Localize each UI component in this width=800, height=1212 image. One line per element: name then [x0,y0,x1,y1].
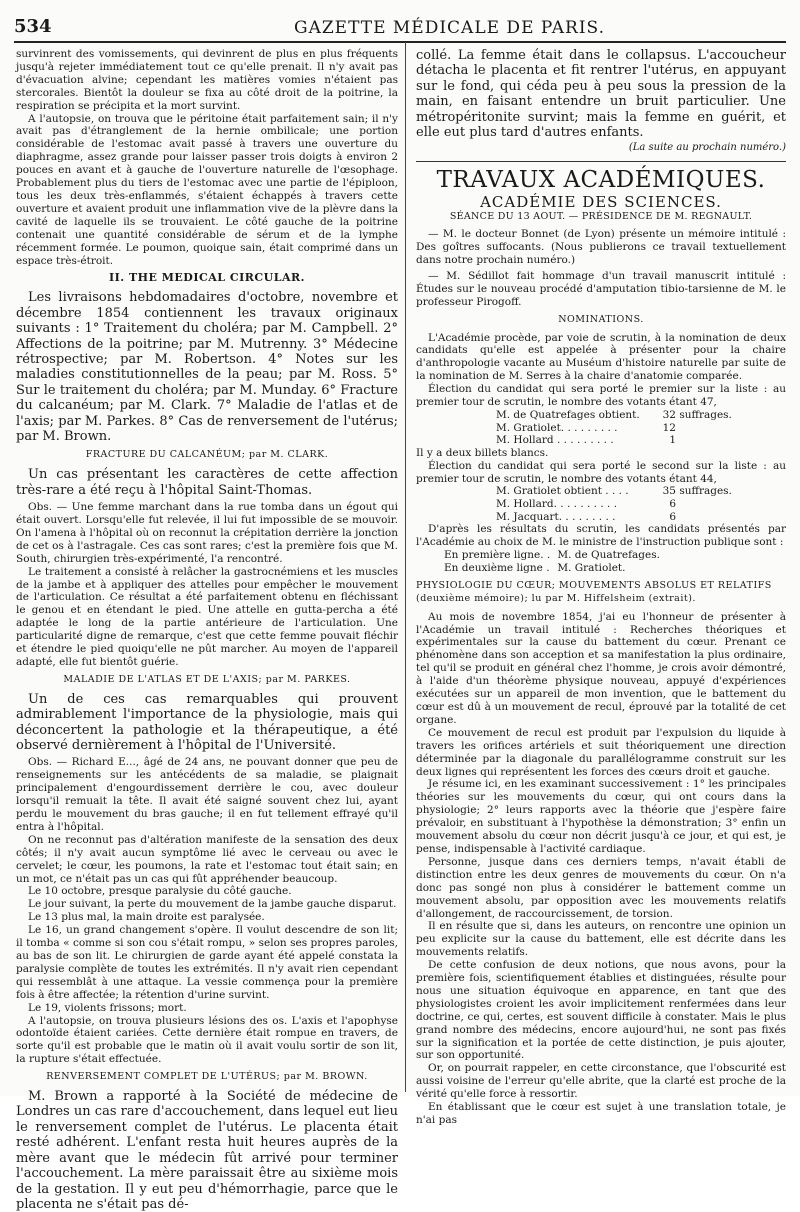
section-heading: II. THE MEDICAL CIRCULAR. [109,271,305,285]
page-header [14,16,786,42]
session-line: SÉANCE DU 13 AOUT. — PRÉSIDENCE DE M. REGNAULT. [449,211,753,223]
paragraph: Personne, jusque dans ces derniers temps, n'avait établi de distinction entre les deux genres de mouvements du cœur. On n'a donc pas songé non plus à considérer le battement comme un mouvement absolu, par opposition avec les mouvements relatifs d'allongement, de raccourcissement, de torsion. [416,855,786,920]
paragraph: Élection du candidat qui sera porté le second sur la liste : au premier tour de scrutin, le nombre des votants étant 44, [416,459,786,485]
paragraph: Au mois de novembre 1854, j'ai eu l'honneur de présenter à l'Académie un travail intitulé : Recherches théoriques et expérimentales sur la cause du battement du cœur. Prenant ce phénomène dans son acception et sa manifestation la plus ordinaire, tel qu'il se produit en général chez l'homme, je crois avoir démontré, à l'aide d'un théorème physique nouveau, appuyé d'expériences exécutées sur un appareil de mon invention, que le battement du cœur est dû à un mouvement de recul, éprouvé par la totalité de cet organe. [416,610,786,726]
paragraph: Je résume ici, en les examinant successivement : 1° les principales théories sur les mouvements du cœur, qui ont cours dans la physiologie; 2° leurs rapports avec la théorie que j'espère faire prévaloir, en substituant à l'hypothèse la démonstration; 3° enfin un mouvement absolu du cœur non décrit jusqu'à ce jour, et qui est, je pense, indispensable à l'activité cardiaque. [416,778,786,855]
paragraph: Ce mouvement de recul est produit par l'expulsion du liquide à travers les orifices artériels et suit théoriquement une direction déterminée par la diagonale du parallélogramme construit sur les deux lignes qui représentent les forces des cœurs droit et gauche. [416,726,786,778]
election-row: En première ligne. . M. de Quatrefages. [444,549,660,562]
paragraph: survinrent des vomissements, qui devinrent de plus en plus fréquents jusqu'à rejeter immédiatement tout ce qu'elle prenait. Il n'y avait pas d'évacuation alvine; cependant les matières vomies n'étaient pas stercorales. Bientôt la douleur se fixa au côté droit de la poitrine, la respiration se précipita et la mort survint. [16,48,398,112]
vote-row: M. Gratiolet obtient . . . . 35 suffrages. [496,485,732,498]
section-heading: PHYSIOLOGIE DU CŒUR; MOUVEMENTS ABSOLUS ET RELATIFS (deuxième mémoire); lu par M. Hiffelsheim (extrait). [416,579,772,604]
section-heading: FRACTURE DU CALCANÉUM; par M. CLARK. [85,449,329,461]
section-rule [416,161,786,162]
column-divider [405,42,406,1092]
election-row: En deuxième ligne . M. Gratiolet. [444,561,626,574]
vote-tally-1 [416,409,786,447]
paragraph: Il y a deux billets blancs. [416,446,549,459]
paragraph: Or, on pourrait rappeler, en cette circonstance, que l'obscurité est aussi voisine de l'erreur qu'elle abrite, que la clarté est proche de la vérité qu'elle force à ressortir. [416,1062,786,1101]
vote-row: M. Gratiolet. . . . . . . . . 12 [496,421,676,434]
page-number: 534 [14,16,52,37]
paragraph: Obs. — Une femme marchant dans la rue tomba dans un égout qui était ouvert. Lorsqu'elle fut relevée, il lui fut impossible de se mouvoir. On l'amena à l'hôpital où on reconnut la crépitation derrière la jonction de cet os à l'astragale. Ces cas sont rares; c'est la première fois que M. South, chirurgien très-expérimenté, l'a rencontré. [16,501,398,565]
paragraph: Le jour suivant, la perte du mouvement de la jambe gauche disparut. [28,898,397,911]
paragraph: D'après les résultats du scrutin, les candidats présentés par l'Académie au choix de M. le ministre de l'instruction publique sont : [416,523,786,549]
vote-row: M. de Quatrefages obtient. 32 suffrages. [496,408,732,421]
vote-row: M. Hollard . . . . . . . . . 1 [496,434,676,447]
paragraph: Le 13 plus mal, la main droite est paralysée. [28,911,265,924]
paragraph: Il en résulte que si, dans les auteurs, on rencontre une opinion un peu explicite sur la cause du battement, elle est décrite dans les mouvements relatifs. [416,920,786,959]
paragraph: — M. le docteur Bonnet (de Lyon) présente un mémoire intitulé : Des goîtres suffocants. (Nous publierons ce travail textuellement dans notre prochain numéro.) [416,228,786,266]
paragraph: A l'autopsie, on trouva que le péritoine était parfaitement sain; il n'y avait pas d'étranglement de la hernie ombilicale; une portion considérable de l'estomac avait passé à travers une ouverture du diaphragme, assez grande pour laisser passer trois doigts à environ 2 pouces en avant et à gauche de l'ouverture naturelle de l'œsophage. Probablement plus du tiers de l'estomac avec une partie de l'épiploon, tous les deux très-enflammés, s'étaient échappés à travers cette ouverture et avaient produit une inflammation vive de la plèvre dans la cavité de laquelle ils se trouvaient. Le côté gauche de la poitrine contenait une quantité considérable de sérum et de la lymphe récemment formée. Le poumon, quoique sain, était comprimé dans un espace très-étroit. [16,112,398,267]
running-title: GAZETTE MÉDICALE DE PARIS. [294,18,605,38]
paragraph: A l'autopsie, on trouva plusieurs lésions des os. L'axis et l'apophyse odontoïde étaient cariées. Cette dernière était rompue en travers, de sorte qu'il est probable que le matin où il avait voulu sortir de son lit, la rupture s'était effectuée. [16,1014,398,1066]
paragraph: M. Brown a rapporté à la Société de médecine de Londres un cas rare d'accouchement, dans lequel eut lieu le renversement complet de l'utérus. Le placenta était resté adhérent. L'enfant resta huit heures auprès de la mère avant que le médecin fût arrivé pour terminer l'accouchement. La mère paraissait être au sixième mois de la gestation. Il y eut peu d'hémorrhagie, parce que le placenta ne s'était pas dé- [16,1089,398,1212]
paragraph: On ne reconnut pas d'altération manifeste de la sensation des deux côtés; il n'y avait aucun symptôme lié avec le cerveau ou avec le cervelet; le cœur, les poumons, la rate et l'estomac tout était sain; en un mot, ce n'était pas un cas qui fût appréhender beaucoup. [16,833,398,885]
left-column [16,48,398,1212]
paragraph: De cette confusion de deux notions, que nous avons, pour la première fois, scientifiquement établies et distinguées, résulte pour nous une situation équivoque en apparence, en tant que des physiologistes croient les avoir implicitement renfermées dans leur doctrine, ce qui, certes, est souvent difficile à constater. Mais le plus grand nombre des médecins, encore aujourd'hui, ne sont pas fixés sur la signification et la portée de cette distinction, je puis ajouter, sur son opportunité. [416,959,786,1062]
paragraph: Le traitement a consisté à relâcher la gastrocnémiens et les muscles de la jambe et à appliquer des attelles pour empêcher le mouvement de l'articulation. Ce résultat a été parfaitement obtenu en fléchissant le genou et en étendant le pied. Une attelle en gutta-percha a été adaptée le long de la partie antérieure de l'articulation. Une particularité digne de remarque, c'est que cette femme pouvait fléchir et étendre le pied quoiqu'elle ne pût marcher. Au moyen de l'appareil adapté, elle fut bientôt guérie. [16,565,398,668]
paragraph: Un cas présentant les caractères de cette affection très-rare a été reçu à l'hôpital Saint-Thomas. [16,467,398,498]
section-heading: NOMINATIONS. [558,313,644,325]
paragraph: — M. Sédillot fait hommage d'un travail manuscrit intitulé : Études sur le nouveau procédé d'amputation tibio-tarsienne de M. le professeur Pirogoff. [416,269,786,308]
paragraph: Le 10 octobre, presque paralysie du côté gauche. [28,885,292,898]
paragraph: L'Académie procède, par voie de scrutin, à la nomination de deux candidats qu'elle est appelée à présenter pour la chaire d'anthropologie vacante au Muséum d'histoire naturelle par suite de la nomination de M. Serres à la chaire d'anatomie comparée. [416,331,786,383]
paragraph: Obs. — Richard E..., âgé de 24 ans, ne pouvant donner que peu de renseignements sur les antécédents de sa maladie, se plaignait principalement d'engourdissement derrière le cou, avec douleur lorsqu'il remuait la tête. Il avait été saigné souvent chez lui, ayant perdu le mouvement du bras gauche; il en fut tellement effrayé qu'il entra à l'hôpital. [16,756,398,833]
section-heading: RENVERSEMENT COMPLET DE L'UTÉRUS; par M. BROWN. [46,1071,368,1083]
paragraph: collé. La femme était dans le collapsus. L'accoucheur détacha le placenta et fit rentrer l'utérus, en appuyant sur le fond, qui céda peu à peu sous la pression de la main, en faisant entendre un bruit particulier. Une métropéritonite survint; mais la femme en guérit, et elle eut plus tard d'autres enfants. [416,48,786,141]
vote-row: M. Hollard. . . . . . . . . . 6 [496,498,676,511]
paragraph: Le 19, violents frissons; mort. [28,1001,187,1014]
paragraph: Les livraisons hebdomadaires d'octobre, novembre et décembre 1854 contiennent les travaux originaux suivants : 1° Traitement du choléra; par M. Campbell. 2° Affections de la poitrine; par M. Mutrenny. 3° Médecine rétrospective; par M. Robertson. 4° Notes sur les maladies constitutionnelles de la peau; par M. Ross. 5° Sur le traitement du choléra; par M. Munday. 6° Fracture du calcanéum; par M. Clark. 7° Maladie de l'atlas et de l'axis; par M. Parkes. 8° Cas de renversement de l'utérus; par M. Brown. [16,290,398,444]
right-column [416,48,786,1127]
continued-note: (La suite au prochain numéro.) [628,142,786,154]
paragraph: En établissant que le cœur est sujet à une translation totale, je n'ai pas [416,1101,786,1126]
paragraph: Un de ces cas remarquables qui prouvent admirablement l'importance de la physiologie, mais qui déconcertent la pathologie et la thérapeutique, a été observé dernièrement à l'hôpital de l'Université. [16,691,398,753]
section-heading: MALADIE DE L'ATLAS ET DE L'AXIS; par M. PARKES. [63,673,351,685]
vote-row: M. Jacquart. . . . . . . . . 6 [496,510,676,523]
section-title: TRAVAUX ACADÉMIQUES. [436,167,766,194]
paragraph: Élection du candidat qui sera porté le premier sur la liste : au premier tour de scrutin, le nombre des votants étant 47, [416,383,786,409]
header-rule [14,41,786,43]
vote-tally-2 [416,485,786,523]
academy-heading: ACADÉMIE DES SCIENCES. [480,193,722,212]
paragraph: Le 16, un grand changement s'opère. Il voulut descendre de son lit; il tomba « comme si son cou s'était rompu, » selon ses propres paroles, au bas de son lit. Le chirurgien de garde ayant été appelé constata la paralysie complète de toutes les extrémités. Il n'y avait rien cependant qui ressemblât à une attaque. La vessie commença pour la première fois à être affectée; la rétention d'urine survint. [16,924,398,1001]
